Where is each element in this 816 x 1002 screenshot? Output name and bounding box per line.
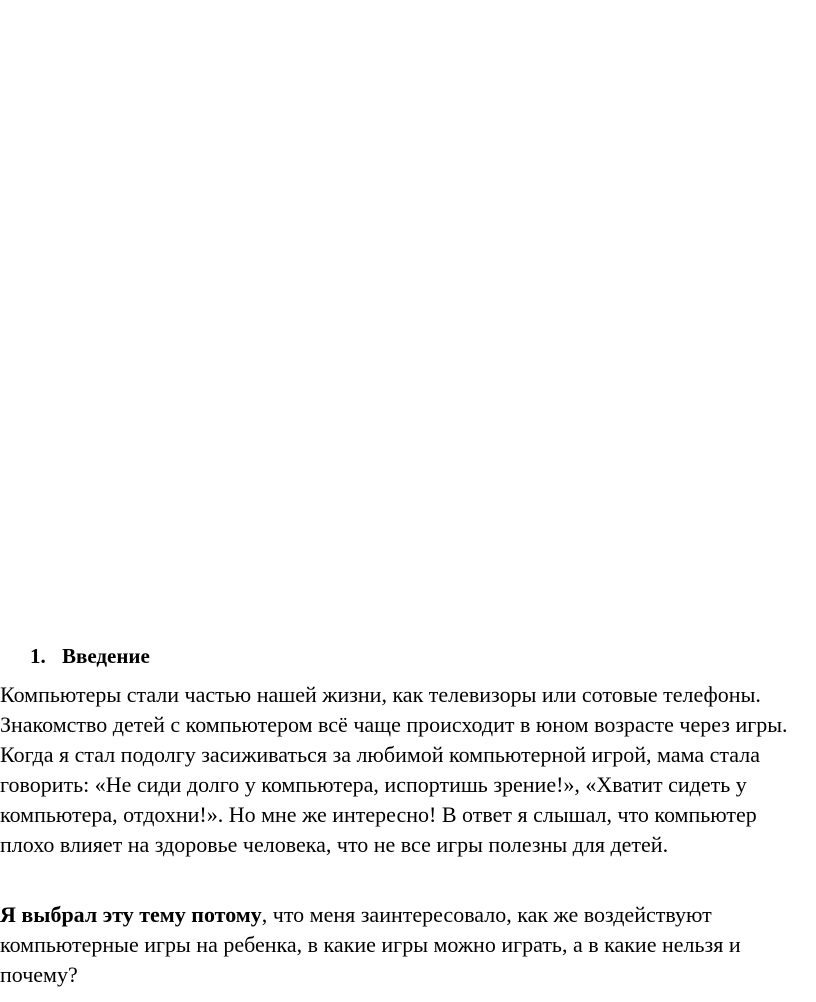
paragraph-rest: , что меня заинтересовало, как же воздействуют компьютерные игры на ребенка, в какие игры можно играть, а в какие нельзя и почему? [0, 902, 741, 987]
paragraph-intro: Компьютеры стали частью нашей жизни, как телевизоры или сотовые телефоны. Знакомство детей с компьютером всё чаще происходит в юном возрасте через игры. Когда я стал подолгу засиживаться за любимой компьютерной игрой, мама стала говорить: «Не сиди долго у компьютера, испортишь зрение!», «Хватит сидеть у компьютера, отдохни!». Но мне же интересно! В ответ я слышал, что компьютер плохо влияет на здоровье человека, что не все игры полезны для детей. [0, 682, 788, 857]
paragraph-bold-lead: Я выбрал эту тему потому [0, 902, 262, 927]
section-title: Введение [62, 644, 150, 668]
section-number: 1. [30, 644, 46, 668]
paragraph-topic-choice [0, 900, 812, 990]
section-heading [30, 642, 150, 670]
